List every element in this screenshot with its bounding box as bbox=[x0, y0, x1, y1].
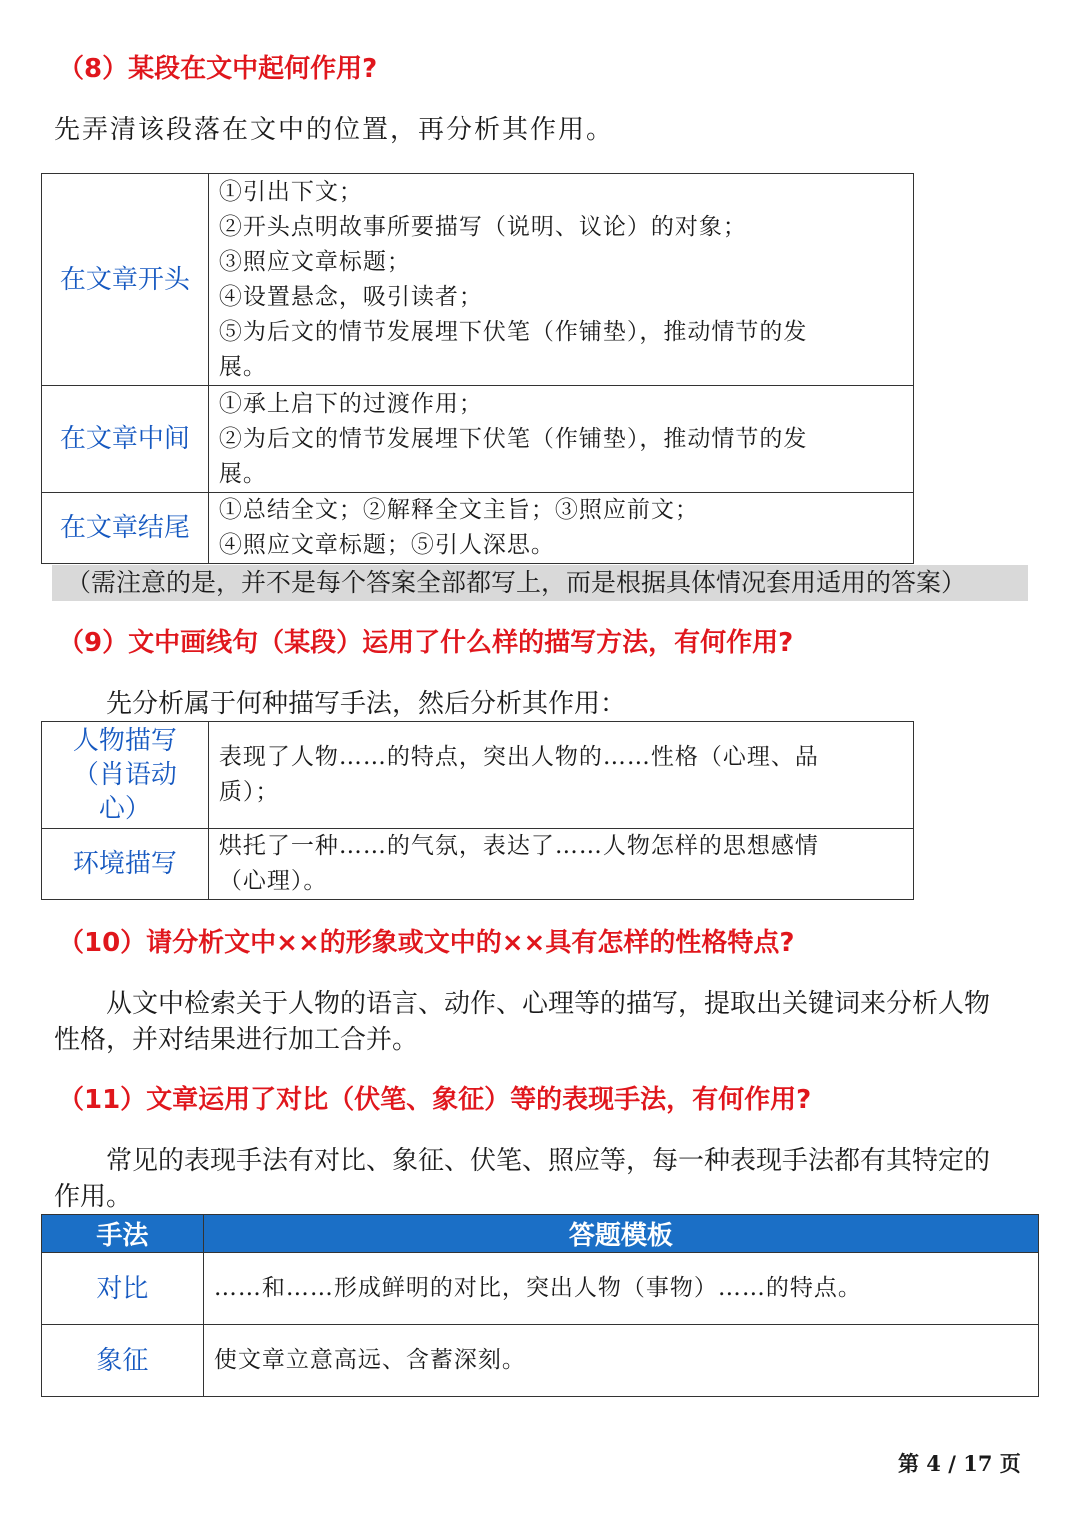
section-11-table bbox=[41, 1214, 1039, 1397]
section-9-table bbox=[41, 721, 914, 900]
row-label bbox=[42, 722, 209, 829]
body-line: 性格，并对结果进行加工合并。 bbox=[54, 1025, 419, 1055]
section-10-heading: （10）请分析文中××的形象或文中的××具有怎样的性格特点? bbox=[58, 928, 795, 958]
body-line: 从文中检索关于人物的语言、动作、心理等的描写，提取出关键词来分析人物 bbox=[106, 989, 991, 1019]
content-line: （心理）。 bbox=[218, 868, 328, 894]
content-line: 展。 bbox=[218, 353, 267, 380]
row-label: 在文章中间 bbox=[42, 386, 209, 493]
label-line: 人物描写 bbox=[72, 726, 177, 756]
content-line: ④照应文章标题；⑤引人深思。 bbox=[218, 532, 555, 558]
row-content bbox=[208, 386, 913, 493]
section-11-body bbox=[54, 1143, 1044, 1215]
column-header-method: 手法 bbox=[42, 1215, 204, 1253]
content-line: ②开头点明故事所要描写（说明、议论）的对象； bbox=[218, 213, 747, 240]
label-line: （肖语动 bbox=[72, 760, 177, 790]
row-content bbox=[208, 174, 913, 386]
table-row bbox=[42, 829, 914, 900]
section-8-heading: （8）某段在文中起何作用? bbox=[58, 54, 378, 84]
content-line: 烘托了一种……的气氛，表达了……人物怎样的思想感情 bbox=[218, 833, 819, 859]
content-line: 质）； bbox=[218, 779, 280, 805]
section-10-body bbox=[54, 986, 1044, 1058]
row-label: 对比 bbox=[42, 1253, 204, 1325]
body-line: 常见的表现手法有对比、象征、伏笔、照应等，每一种表现手法都有其特定的 bbox=[106, 1146, 991, 1176]
content-line: ④设置悬念，吸引读者； bbox=[218, 283, 483, 310]
row-content: ……和……形成鲜明的对比，突出人物（事物）……的特点。 bbox=[203, 1253, 1038, 1325]
row-label: 象征 bbox=[42, 1325, 204, 1397]
row-content bbox=[208, 493, 913, 564]
section-8-intro: 先弄清该段落在文中的位置，再分析其作用。 bbox=[54, 115, 615, 145]
content-line: ⑤为后文的情节发展埋下伏笔（作铺垫），推动情节的发 bbox=[218, 318, 808, 345]
table-row bbox=[42, 1253, 1039, 1325]
content-line: 表现了人物……的特点，突出人物的……性格（心理、品 bbox=[218, 744, 819, 770]
label-line: 心） bbox=[98, 794, 151, 824]
row-content bbox=[208, 829, 913, 900]
table-row bbox=[42, 174, 914, 386]
row-content bbox=[208, 722, 913, 829]
content-line: ①引出下文； bbox=[218, 178, 363, 205]
table-row bbox=[42, 722, 914, 829]
column-header-template: 答题模板 bbox=[203, 1215, 1038, 1253]
section-9-intro: 先分析属于何种描写手法，然后分析其作用： bbox=[106, 689, 627, 719]
table-row bbox=[42, 386, 914, 493]
content-line: 展。 bbox=[218, 460, 267, 487]
row-label: 环境描写 bbox=[42, 829, 209, 900]
row-label: 在文章结尾 bbox=[42, 493, 209, 564]
content-line: ①承上启下的过渡作用； bbox=[218, 390, 483, 417]
table-row bbox=[42, 1325, 1039, 1397]
section-11-heading: （11）文章运用了对比（伏笔、象征）等的表现手法，有何作用? bbox=[58, 1085, 812, 1115]
section-8-table bbox=[41, 173, 914, 564]
row-content: 使文章立意高远、含蓄深刻。 bbox=[203, 1325, 1038, 1397]
table-header-row bbox=[42, 1215, 1039, 1253]
content-line: ③照应文章标题； bbox=[218, 248, 411, 275]
content-line: ②为后文的情节发展埋下伏笔（作铺垫），推动情节的发 bbox=[218, 425, 808, 452]
row-label: 在文章开头 bbox=[42, 174, 209, 386]
note-bar: （需注意的是，并不是每个答案全部都写上，而是根据具体情况套用适用的答案） bbox=[52, 565, 1028, 601]
table-row bbox=[42, 493, 914, 564]
content-line: ①总结全文；②解释全文主旨；③照应前文； bbox=[218, 497, 699, 523]
section-9-heading: （9）文中画线句（某段）运用了什么样的描写方法，有何作用? bbox=[58, 628, 794, 658]
body-line: 作用。 bbox=[54, 1182, 133, 1212]
page-number: 第 4 / 17 页 bbox=[898, 1451, 1021, 1476]
